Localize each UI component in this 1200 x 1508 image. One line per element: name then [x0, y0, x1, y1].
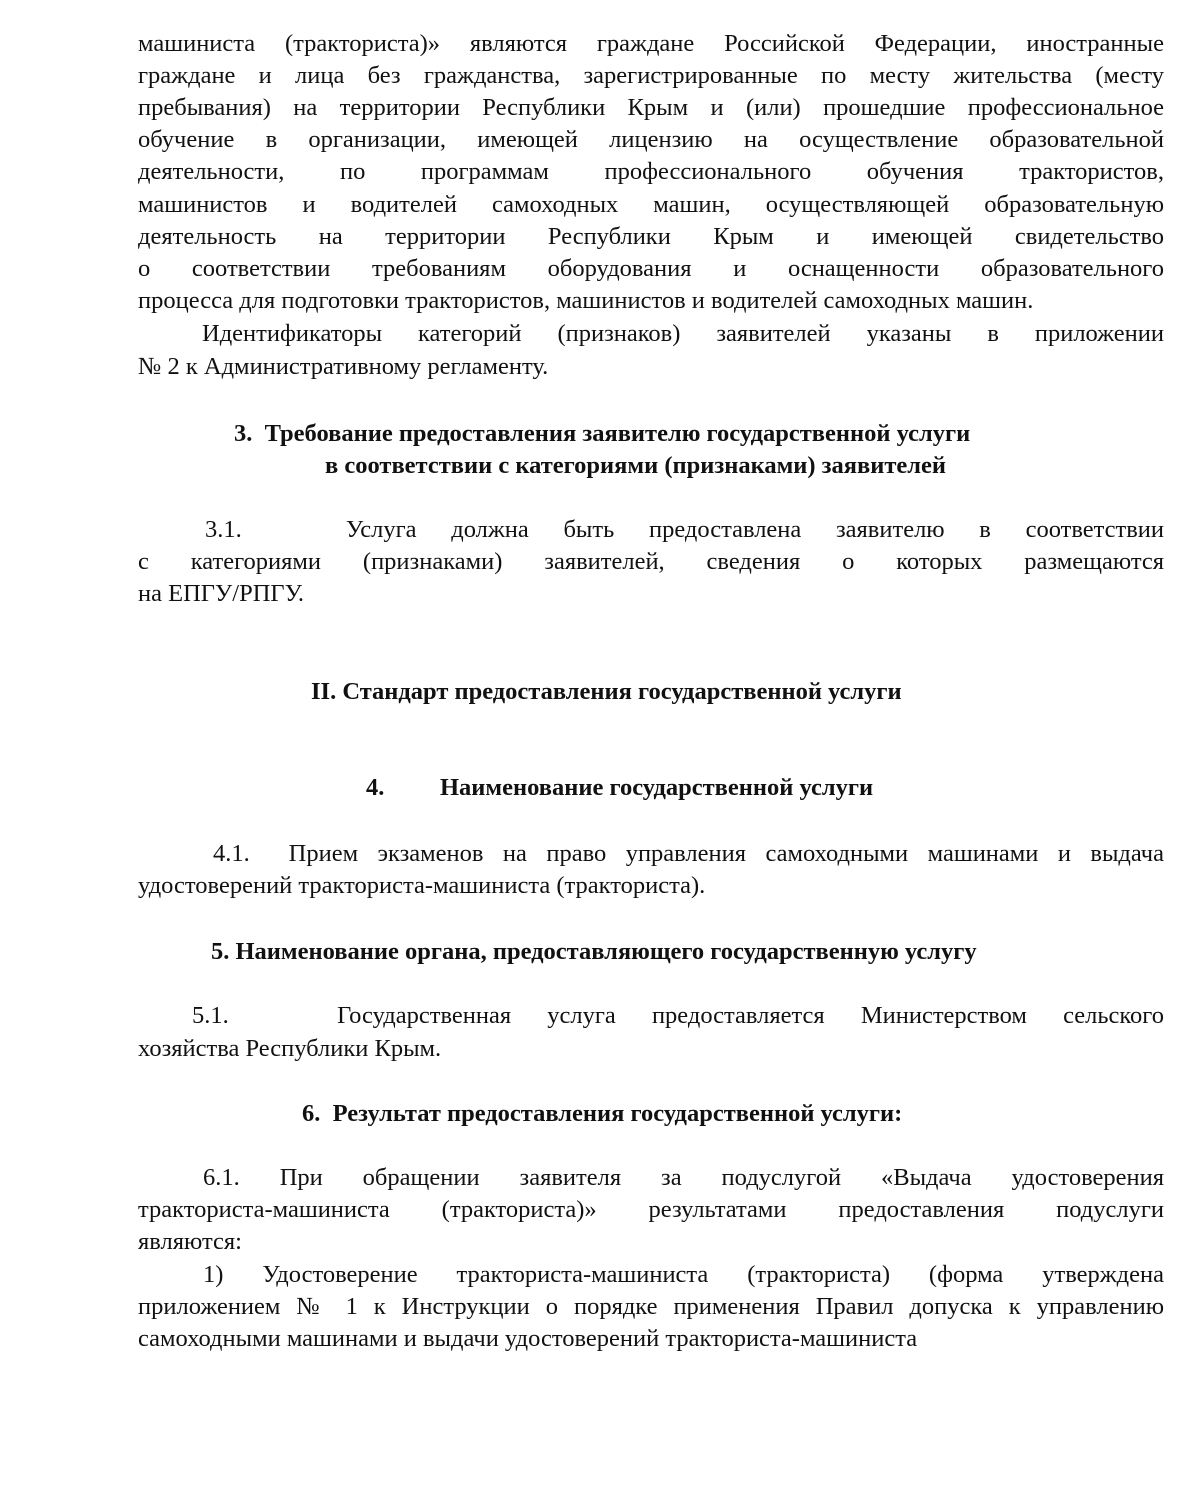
text-line: хозяйства Республики Крым.: [138, 1035, 442, 1062]
text-line: тракториста-машиниста (тракториста)» результатами предоставления подуслуги: [138, 1196, 1164, 1223]
section-6-heading: 6. Результат предоставления государственной услуги:: [302, 1100, 903, 1127]
text-line: деятельности, по программам профессионального обучения трактористов,: [138, 158, 1164, 185]
text-line: с категориями (признаками) заявителей, сведения о которых размещаются: [138, 548, 1164, 575]
text-line: процесса для подготовки трактористов, машинистов и водителей самоходных машин.: [138, 287, 1034, 314]
text-line: на ЕПГУ/РПГУ.: [138, 580, 305, 607]
text-line: 1) Удостоверение тракториста-машиниста (тракториста) (форма утверждена: [203, 1261, 1164, 1288]
section-3-heading-line-1: 3. Требование предоставления заявителю государственной услуги: [234, 420, 971, 447]
text-line: самоходными машинами и выдачи удостоверений тракториста-машиниста: [138, 1325, 918, 1352]
section-3-heading-line-2: в соответствии с категориями (признаками) заявителей: [325, 452, 946, 479]
text-line: обучение в организации, имеющей лицензию на осуществление образовательной: [138, 126, 1164, 153]
text-line: о соответствии требованиям оборудования и оснащенности образовательного: [138, 255, 1164, 282]
text-line: приложением № 1 к Инструкции о порядке применения Правил допуска к управлению: [138, 1293, 1164, 1320]
text-line: граждане и лица без гражданства, зарегистрированные по месту жительства (месту: [138, 62, 1164, 89]
section-4-number: 4.: [366, 774, 385, 801]
section-4-title: Наименование государственной услуги: [440, 774, 874, 801]
text-line: являются:: [138, 1228, 242, 1255]
text-line: № 2 к Административному регламенту.: [138, 353, 549, 380]
text-line: деятельность на территории Республики Крым и имеющей свидетельство: [138, 223, 1164, 250]
text-line: 6.1. При обращении заявителя за подуслугой «Выдача удостоверения: [203, 1164, 1164, 1191]
text-line: 4.1. Прием экзаменов на право управления самоходными машинами и выдача: [213, 840, 1164, 867]
chapter-2-heading: II. Стандарт предоставления государственной услуги: [311, 678, 902, 705]
text-line: пребывания) на территории Республики Крым и (или) прошедшие профессиональное: [138, 94, 1164, 121]
text-line: Идентификаторы категорий (признаков) заявителей указаны в приложении: [202, 320, 1164, 347]
text-line: машиниста (тракториста)» являются граждане Российской Федерации, иностранные: [138, 30, 1164, 57]
text-line: удостоверений тракториста-машиниста (тракториста).: [138, 872, 706, 899]
text-line: машинистов и водителей самоходных машин, осуществляющей образовательную: [138, 191, 1164, 218]
text-line: 3.1. Услуга должна быть предоставлена заявителю в соответствии: [205, 516, 1164, 543]
text-line: 5.1. Государственная услуга предоставляется Министерством сельского: [192, 1002, 1164, 1029]
section-5-heading: 5. Наименование органа, предоставляющего государственную услугу: [211, 938, 977, 965]
